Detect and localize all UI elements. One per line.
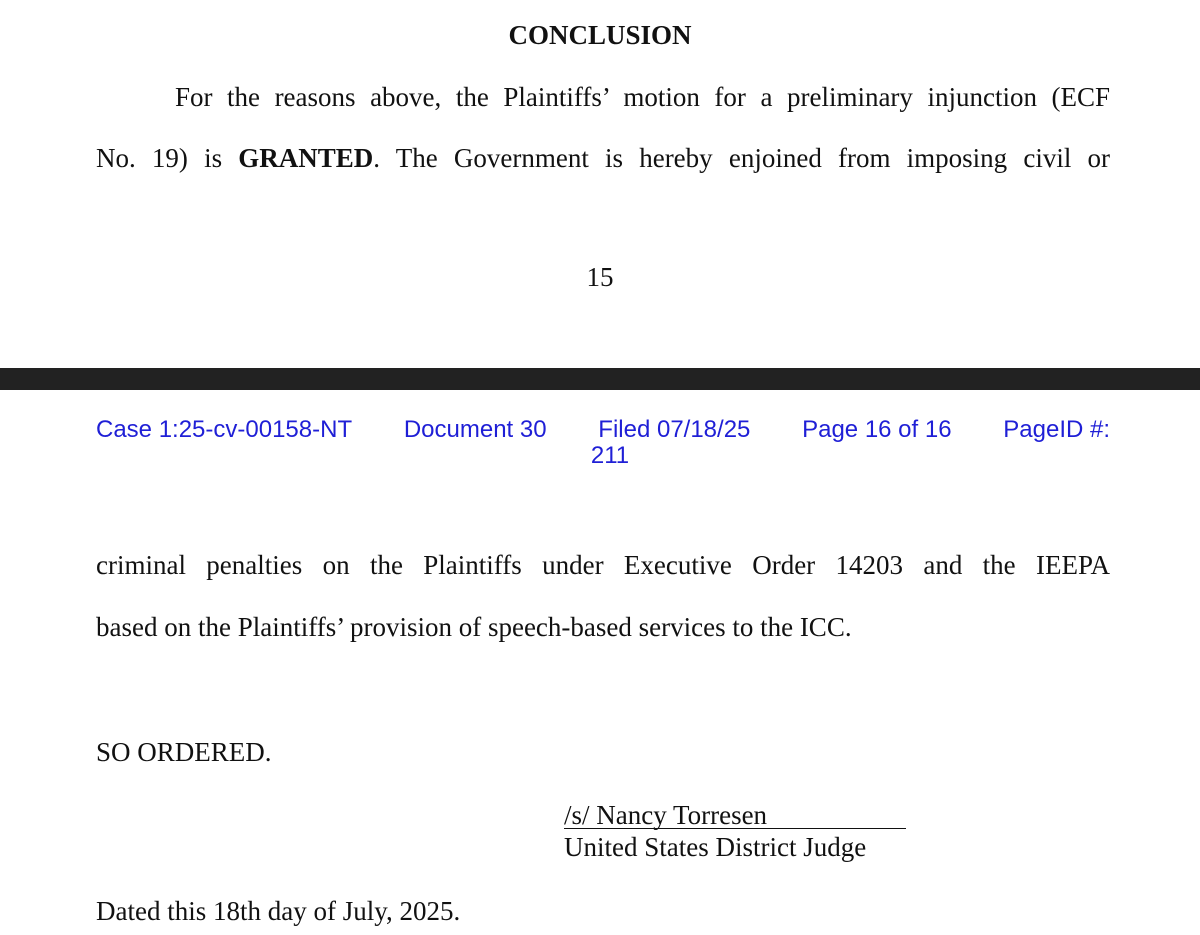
pageid-value: 211 [590,442,630,469]
paragraph-text: . The Government is hereby enjoined from imposing civil or [373,143,1110,173]
paragraph-line: criminal penalties on the Plaintiffs under Executive Order 14203 and the IEEPA [96,550,1110,580]
page-count: Page 16 of 16 [802,416,952,443]
section-heading: CONCLUSION [508,20,692,50]
filed-date: Filed 07/18/25 [598,416,751,443]
so-ordered-text: SO ORDERED. [96,737,272,767]
page-separator [0,368,1200,390]
granted-bold-text: GRANTED [238,143,374,173]
signer-title: United States District Judge [564,832,867,862]
signature-line: /s/ Nancy Torresen [564,801,906,829]
paragraph-line: For the reasons above, the Plaintiffs’ motion for a preliminary injunction (ECF [175,82,1110,112]
dated-line: Dated this 18th day of July, 2025. [96,896,461,926]
paragraph-line [96,143,1110,174]
case-number: Case 1:25-cv-00158-NT [96,416,353,443]
case-header-row [96,417,1110,443]
paragraph-text: No. 19) is [96,143,239,173]
paragraph-line: based on the Plaintiffs’ provision of speech-based services to the ICC. [96,612,852,642]
case-header [96,417,1110,469]
pageid-label: PageID #: [1003,416,1110,443]
page-number: 15 [586,262,614,292]
document-number: Document 30 [403,416,547,443]
